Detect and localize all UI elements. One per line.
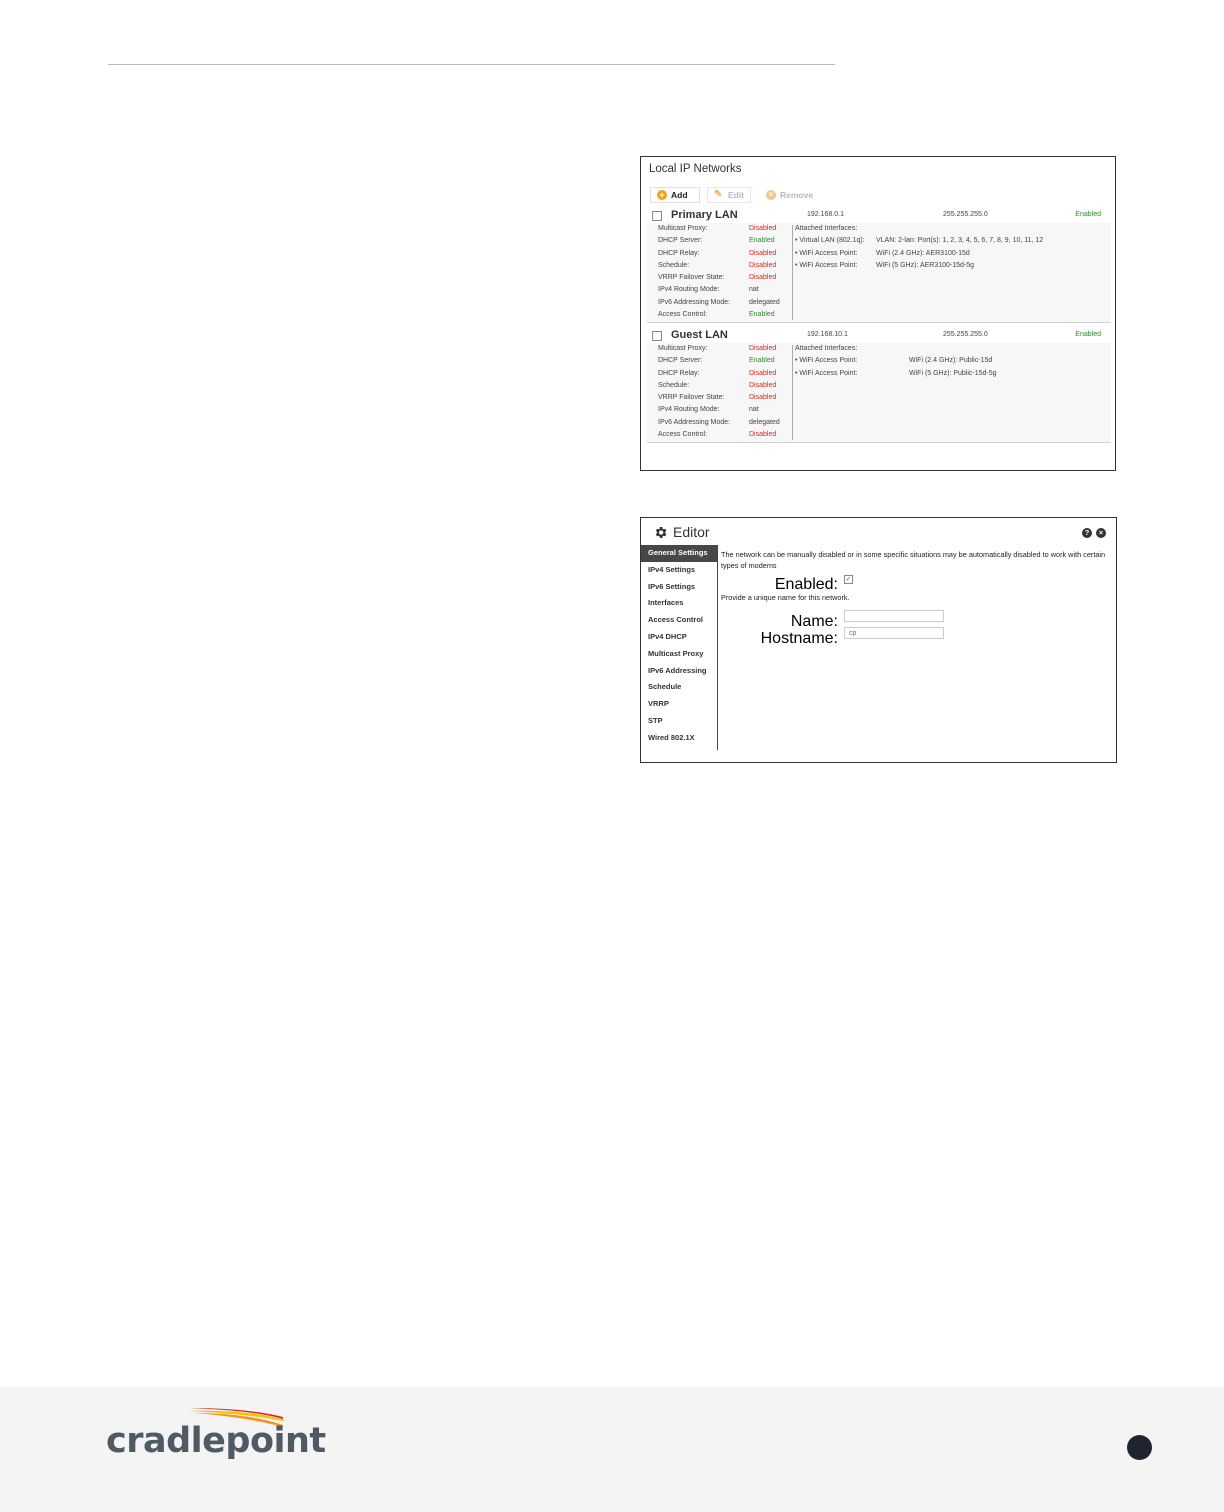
network-header: [647, 207, 1111, 223]
network-header: [647, 327, 1111, 343]
property-row: [651, 380, 789, 392]
interfaces-header-row: [795, 343, 1111, 355]
property-value: delegated: [749, 298, 780, 306]
property-row: [651, 368, 789, 380]
property-value: nat: [749, 406, 759, 414]
attached-interfaces: [795, 223, 1111, 272]
network-netmask: 255.255.255.0: [943, 331, 988, 338]
property-row: [651, 309, 789, 321]
property-row: [651, 297, 789, 309]
enabled-checkbox[interactable]: ✓: [845, 576, 852, 583]
interface-type: • WiFi Access Point:: [795, 249, 858, 257]
property-value: Disabled: [749, 369, 777, 377]
property-key: Access Control:: [658, 311, 708, 319]
editor-nav-item[interactable]: Interfaces: [648, 598, 684, 608]
hostname-label: Hostname:: [760, 630, 838, 647]
editor-nav-item[interactable]: IPv4 Settings: [648, 564, 696, 574]
property-key: VRRP Failover State:: [658, 274, 725, 282]
property-row: [651, 417, 789, 429]
property-key: Multicast Proxy:: [658, 345, 708, 352]
interface-row: [795, 368, 1111, 380]
property-value: Disabled: [749, 261, 777, 269]
network-row[interactable]: [647, 327, 1111, 443]
property-row: [651, 284, 789, 296]
editor-nav-item[interactable]: IPv4 DHCP: [648, 631, 687, 641]
interface-row: [795, 248, 1111, 260]
network-netmask: 255.255.255.0: [943, 211, 988, 218]
network-name: Guest LAN: [671, 329, 728, 341]
interface-type: • WiFi Access Point:: [795, 261, 858, 269]
interfaces-header: Attached Interfaces:: [795, 345, 858, 352]
interface-detail: WiFi (2.4 GHz): AER3100-15d: [876, 249, 970, 257]
property-value: Enabled: [749, 237, 775, 245]
interface-detail: VLAN: 2-lan: Port(s): 1, 2, 3, 4, 5, 6, 7, 8, 9, 10, 11, 12: [876, 237, 1044, 245]
hostname-input[interactable]: [844, 627, 944, 639]
name-input[interactable]: [844, 610, 944, 622]
property-key: Schedule:: [658, 261, 690, 269]
property-value: Enabled: [749, 311, 775, 319]
local-ip-networks-panel: [640, 156, 1116, 471]
property-value: Disabled: [749, 345, 777, 352]
editor-nav-item[interactable]: VRRP: [648, 699, 669, 709]
interface-detail: WiFi (2.4 GHz): Public-15d: [909, 357, 993, 365]
network-status: Enabled: [1075, 331, 1101, 338]
network-status: Enabled: [1075, 211, 1101, 218]
property-row: [651, 343, 789, 355]
network-properties: [651, 223, 789, 321]
interface-detail: WiFi (5 GHz): Public-15d-5g: [909, 369, 997, 377]
name-prompt: Provide a unique name for this network.: [721, 593, 850, 602]
property-row: [651, 404, 789, 416]
interface-type: • WiFi Access Point:: [795, 357, 858, 365]
interface-row: [795, 260, 1111, 272]
property-value: nat: [749, 286, 759, 294]
editor-nav-item[interactable]: Access Control: [648, 615, 704, 625]
logo-wordmark: cradlepoint: [106, 1421, 326, 1461]
editor-nav-item[interactable]: Schedule: [648, 682, 682, 692]
editor-nav-item[interactable]: IPv6 Addressing: [648, 665, 707, 675]
editor-panel: [640, 517, 1117, 763]
enabled-description: The network can be manually disabled or in some specific situations may be automatically disabled to work with certain types of modems: [721, 550, 1106, 570]
close-icon[interactable]: ×: [1096, 528, 1106, 538]
edit-label: Edit: [727, 190, 744, 200]
property-value: Disabled: [749, 431, 777, 439]
editor-nav-item[interactable]: IPv6 Settings: [648, 581, 696, 591]
property-value: Disabled: [749, 381, 777, 389]
add-label: Add: [671, 190, 688, 200]
property-row: [651, 260, 789, 272]
network-ip: 192.168.0.1: [807, 211, 844, 218]
property-row: [651, 355, 789, 367]
property-key: IPv4 Routing Mode:: [658, 406, 720, 414]
editor-title: Editor: [673, 524, 710, 540]
property-value: Enabled: [749, 357, 775, 365]
editor-nav-item[interactable]: Wired 802.1X: [648, 732, 695, 742]
property-key: Schedule:: [658, 381, 690, 389]
network-details: [647, 223, 1111, 323]
property-value: Disabled: [749, 225, 777, 232]
property-key: IPv4 Routing Mode:: [658, 286, 720, 294]
interface-row: [795, 355, 1111, 367]
property-key: Access Control:: [658, 431, 708, 439]
network-name: Primary LAN: [671, 209, 738, 221]
property-key: DHCP Relay:: [658, 249, 700, 257]
property-row: [651, 235, 789, 247]
edit-button[interactable]: [707, 187, 751, 203]
network-ip: 192.168.10.1: [807, 331, 848, 338]
editor-title-bar: [653, 524, 710, 540]
network-checkbox[interactable]: [652, 211, 662, 221]
remove-icon: ×: [766, 190, 776, 200]
name-label: Name:: [790, 613, 838, 630]
network-checkbox[interactable]: [652, 331, 662, 341]
property-key: DHCP Server:: [658, 237, 703, 245]
interface-detail: WiFi (5 GHz): AER3100-15d-5g: [876, 261, 975, 269]
enabled-label: Enabled:: [774, 576, 838, 593]
property-key: DHCP Relay:: [658, 369, 700, 377]
property-key: VRRP Failover State:: [658, 394, 725, 402]
property-key: IPv6 Addressing Mode:: [658, 418, 730, 426]
add-button[interactable]: [650, 187, 700, 203]
property-row: [651, 392, 789, 404]
network-details: [647, 343, 1111, 443]
network-properties: [651, 343, 789, 441]
property-row: [651, 248, 789, 260]
editor-nav-item[interactable]: Multicast Proxy: [648, 648, 704, 658]
property-value: Disabled: [749, 249, 777, 257]
gear-icon: [653, 525, 668, 540]
interface-type: • Virtual LAN (802.1q):: [795, 237, 865, 245]
attached-interfaces: [795, 343, 1111, 380]
top-divider: [108, 64, 835, 65]
add-icon: +: [657, 190, 667, 200]
property-key: DHCP Server:: [658, 357, 703, 365]
property-row: [651, 223, 789, 235]
property-key: IPv6 Addressing Mode:: [658, 298, 730, 306]
property-key: Multicast Proxy:: [658, 225, 708, 232]
property-row: [651, 272, 789, 284]
help-icon[interactable]: ?: [1082, 528, 1092, 538]
editor-nav-item[interactable]: General Settings: [641, 545, 717, 562]
interfaces-header-row: [795, 223, 1111, 235]
page-number-badge: [1127, 1435, 1152, 1460]
interface-type: • WiFi Access Point:: [795, 369, 858, 377]
editor-nav-item[interactable]: STP: [648, 715, 663, 725]
remove-button[interactable]: [760, 187, 832, 203]
property-value: delegated: [749, 418, 780, 426]
pencil-icon: ✎: [714, 189, 723, 200]
property-value: Disabled: [749, 394, 777, 402]
interface-row: [795, 235, 1111, 247]
network-row[interactable]: [647, 207, 1111, 323]
column-divider: [792, 225, 793, 320]
column-divider: [792, 345, 793, 440]
panel-title: Local IP Networks: [649, 163, 742, 175]
remove-label: Remove: [780, 190, 814, 200]
interfaces-header: Attached Interfaces:: [795, 225, 858, 232]
property-value: Disabled: [749, 274, 777, 282]
editor-nav: [641, 545, 718, 750]
property-row: [651, 429, 789, 441]
